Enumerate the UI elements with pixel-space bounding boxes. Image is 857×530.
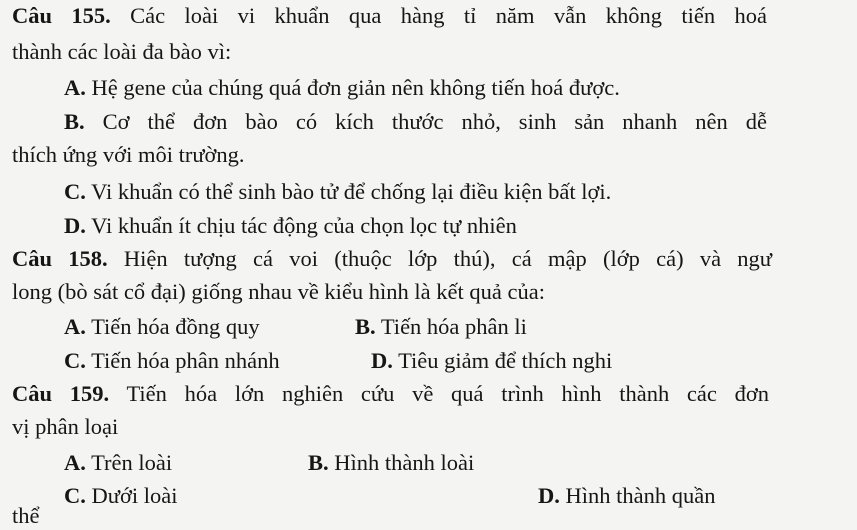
q155-option-b-continued: thích ứng với môi trường. — [12, 142, 245, 167]
option-letter: D. — [371, 348, 393, 373]
option-letter: A. — [64, 450, 86, 475]
q159-option-d-continued: thể — [12, 503, 40, 528]
option-letter: A. — [64, 314, 86, 339]
q158-stem-line2: long (bò sát cổ đại) giống nhau về kiểu hình là kết quả của: — [12, 279, 545, 304]
q158-option-c — [64, 347, 280, 375]
q155-stem-line1 — [12, 2, 767, 30]
option-text: Vi khuẩn ít chịu tác động của chọn lọc tự nhiên — [91, 213, 517, 238]
q159-option-d — [538, 482, 715, 510]
option-letter: D. — [64, 213, 86, 238]
q159-stem-line1 — [12, 380, 769, 408]
q155-option-d — [64, 212, 777, 240]
q159-stem-text: Tiến hóa lớn nghiên cứu về quá trình hình thành các đơn — [126, 381, 770, 406]
option-letter: C. — [64, 348, 86, 373]
q155-option-a — [64, 74, 777, 102]
q159-stem-line2: vị phân loại — [12, 414, 119, 439]
option-letter: B. — [308, 450, 329, 475]
q159-option-a — [64, 449, 172, 477]
option-text: Tiến hóa phân nhánh — [91, 348, 280, 373]
option-text: Tiến hóa phân li — [380, 314, 527, 339]
q158-option-a — [64, 313, 260, 341]
q159-option-b — [308, 449, 474, 477]
q158-option-b — [355, 313, 527, 341]
q155-option-c — [64, 178, 777, 206]
option-letter: A. — [64, 75, 86, 100]
q155-stem-line2: thành các loài đa bào vì: — [12, 39, 232, 64]
q155-stem-text: Các loài vi khuẩn qua hàng tỉ năm vẫn không tiến hoá — [130, 3, 768, 28]
option-text: Vi khuẩn có thể sinh bào tử để chống lại điều kiện bất lợi. — [91, 179, 612, 204]
q158-option-d — [371, 347, 612, 375]
option-letter: C. — [64, 179, 86, 204]
q155-number: Câu 155. — [12, 3, 111, 28]
option-text: Tiến hóa đồng quy — [91, 314, 260, 339]
option-letter: B. — [355, 314, 376, 339]
option-letter: D. — [538, 483, 560, 508]
option-text: Hệ gene của chúng quá đơn giản nên không tiến hoá được. — [91, 75, 620, 100]
option-text: Hình thành quần — [565, 483, 716, 508]
q159-number: Câu 159. — [12, 381, 110, 406]
option-letter: B. — [64, 109, 85, 134]
option-text: Hình thành loài — [334, 450, 475, 475]
option-text: Dưới loài — [91, 483, 178, 508]
option-text: Trên loài — [91, 450, 173, 475]
option-text: Tiêu giảm để thích nghi — [398, 348, 613, 373]
q159-option-c — [64, 482, 177, 510]
q158-stem-line1 — [12, 245, 772, 273]
q155-option-b — [64, 108, 767, 136]
option-text: Cơ thể đơn bào có kích thước nhỏ, sinh sản nhanh nên dễ — [102, 109, 768, 134]
q158-stem-text: Hiện tượng cá voi (thuộc lớp thú), cá mập (lớp cá) và ngư — [123, 246, 773, 271]
q158-number: Câu 158. — [12, 246, 108, 271]
option-letter: C. — [64, 483, 86, 508]
